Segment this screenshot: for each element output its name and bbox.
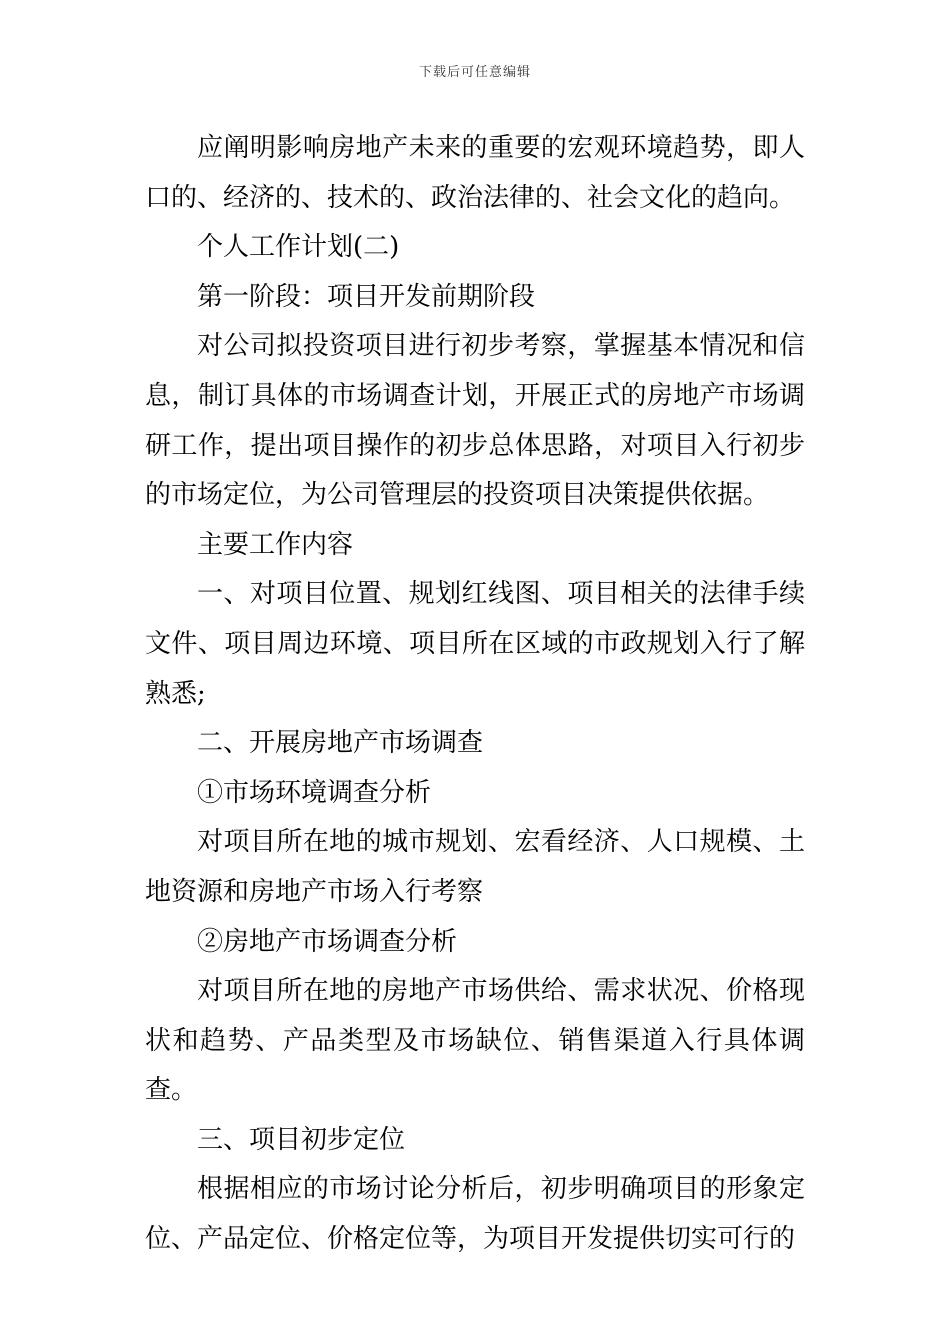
- paragraph-real-estate-market: 对项目所在地的房地产市场供给、需求状况、价格现状和趋势、产品类型及市场缺位、销售渠道入行具体调查。: [145, 976, 805, 1106]
- paragraph-stage-description: 对公司拟投资项目进行初步考察，掌握基本情况和信息，制订具体的市场调查计划，开展正式的房地产市场调研工作，提出项目操作的初步总体思路，对项目入行初步的市场定位，为公司管理层的投资项目决策提供依据。: [145, 331, 805, 511]
- document-body: [145, 124, 805, 1265]
- section-title-work-plan: 个人工作计划(二): [197, 232, 400, 263]
- list-item-3: 三、项目初步定位: [197, 1124, 406, 1155]
- paragraph-macro-environment: 应阐明影响房地产未来的重要的宏观环境趋势，即人口的、经济的、技术的、政治法律的、社会文化的趋向。: [145, 133, 805, 213]
- subheading-main-work: 主要工作内容: [197, 529, 354, 560]
- sub-item-real-estate-market: ②房地产市场调查分析: [197, 926, 458, 957]
- header-note: 下载后可任意编辑: [418, 65, 531, 80]
- paragraph-positioning: 根据相应的市场讨论分析后，初步明确项目的形象定位、产品定位、价格定位等，为项目开发提供切实可行的: [145, 1174, 805, 1255]
- paragraph-market-environment: 对项目所在地的城市规划、宏看经济、人口规模、土地资源和房地产市场入行考察: [145, 827, 805, 907]
- list-item-1: 一、对项目位置、规划红线图、项目相关的法律手续文件、项目周边环境、项目所在区域的市政规划入行了解熟悉;: [145, 579, 805, 709]
- stage-heading: 第一阶段：项目开发前期阶段: [197, 281, 536, 312]
- list-item-2: 二、开展房地产市场调查: [197, 728, 484, 759]
- sub-item-market-environment: ①市场环境调查分析: [197, 777, 432, 808]
